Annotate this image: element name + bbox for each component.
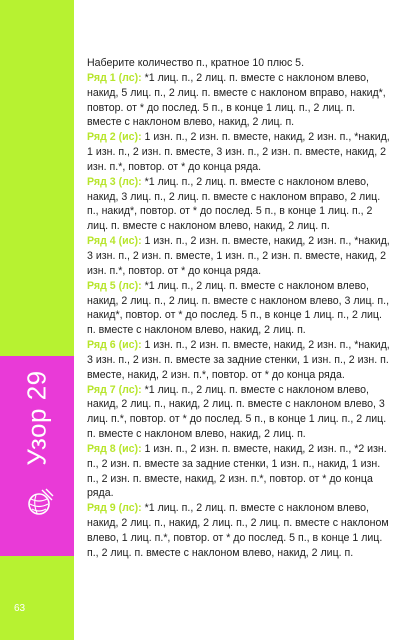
pattern-instructions <box>87 56 392 561</box>
row-text: 1 изн. п., 2 изн. п. вместе, накид, 2 изн. п., *2 изн. п., 2 изн. п. вместе за задние стенки, 1 изн. п., накид, 1 изн. п., 2 изн. п. вместе, накид, 2 изн. п.*, повтор. от * до конца ряда. <box>87 442 387 500</box>
row-text: *1 лиц. п., 2 лиц. п. вместе с наклоном влево, накид, 5 лиц. п., 2 лиц. п. вместе с наклоном вправо, накид*, повтор. от * до послед. 5 п., в конце 1 лиц. п., 2 лиц. п. вместе с наклоном влево, накид, 2 лиц. п. <box>87 71 386 129</box>
row-5 <box>87 279 392 338</box>
row-label: Ряд 6 (ис): <box>87 339 142 352</box>
row-label: Ряд 8 (ис): <box>87 442 142 455</box>
page-number: 63 <box>14 603 26 614</box>
row-label: Ряд 3 (лс): <box>87 175 142 188</box>
row-1 <box>87 71 392 130</box>
row-label: Ряд 2 (ис): <box>87 131 142 144</box>
row-2 <box>87 130 392 175</box>
row-8 <box>87 442 392 501</box>
yarn-ball-icon <box>24 488 54 518</box>
row-7 <box>87 383 392 442</box>
intro-text: Наберите количество п., кратное 10 плюс 5. <box>87 57 305 69</box>
row-4 <box>87 234 392 279</box>
row-label: Ряд 4 (ис): <box>87 235 142 248</box>
row-text: *1 лиц. п., 2 лиц. п. вместе с наклоном влево, накид, 3 лиц. п., 2 лиц. п. вместе с наклоном вправо, 2 лиц. п., накид*, повтор. от * до послед. 5 п., в конце 1 лиц. п., 2 лиц. п. вместе с наклоном влево, накид, 2 лиц. п. <box>87 175 381 233</box>
pattern-title: Узор 29 <box>21 370 52 466</box>
row-label: Ряд 5 (лс): <box>87 279 142 292</box>
row-label: Ряд 9 (лс): <box>87 502 142 515</box>
row-text: *1 лиц. п., 2 лиц. п. вместе с наклоном влево, накид, 2 лиц. п., 2 лиц. п. вместе с наклоном влево, 3 лиц. п., накид*, повтор. от * до послед. 5 п., в конце 1 лиц. п., 2 лиц. п. вместе с наклоном влево, накид, 2 лиц. п. <box>87 279 390 337</box>
row-text: *1 лиц. п., 2 лиц. п. вместе с наклоном влево, накид, 2 лиц. п., накид, 2 лиц. п. вместе с наклоном влево, 3 лиц. п.*, повтор. от * до послед. 5 п., в конце 1 лиц. п., 2 лиц. п. вместе с наклоном влево, накид, 2 лиц. п. <box>87 383 387 441</box>
row-3 <box>87 175 392 234</box>
row-text: *1 лиц. п., 2 лиц. п. вместе с наклоном влево, накид, 2 лиц. п., накид, 2 лиц. п., 2 лиц. п. вместе с наклоном влево, 1 лиц. п.*, повтор. от * до послед. 5 п., в конце 1 лиц. п., 2 лиц. п. вместе с наклоном влево, накид, 2 лиц. п. <box>87 502 389 559</box>
row-text: 1 изн. п., 2 изн. п. вместе, накид, 2 изн. п., *накид, 3 изн. п., 2 изн. п. вместе, 1 изн. п., 2 изн. п. вместе, накид, 2 изн. п.*, повтор. от * до конца ряда. <box>87 235 390 277</box>
row-text: 1 изн. п., 2 изн. п. вместе, накид, 2 изн. п., *накид, 1 изн. п., 2 изн. п. вместе, 3 изн. п., 2 изн. п. вместе, накид, 2 изн. п.*, повтор. от * до конца ряда. <box>87 131 390 173</box>
row-label: Ряд 7 (лс): <box>87 383 142 396</box>
row-9 <box>87 501 392 560</box>
row-6 <box>87 338 392 383</box>
row-label: Ряд 1 (лс): <box>87 71 142 84</box>
row-text: 1 изн. п., 2 изн. п. вместе, накид, 2 изн. п., *накид, 3 изн. п., 2 изн. п. вместе за задние стенки, 1 изн. п., 2 изн. п. вместе, накид, 2 изн. п.*, повтор. от * до конца ряда. <box>87 339 390 381</box>
